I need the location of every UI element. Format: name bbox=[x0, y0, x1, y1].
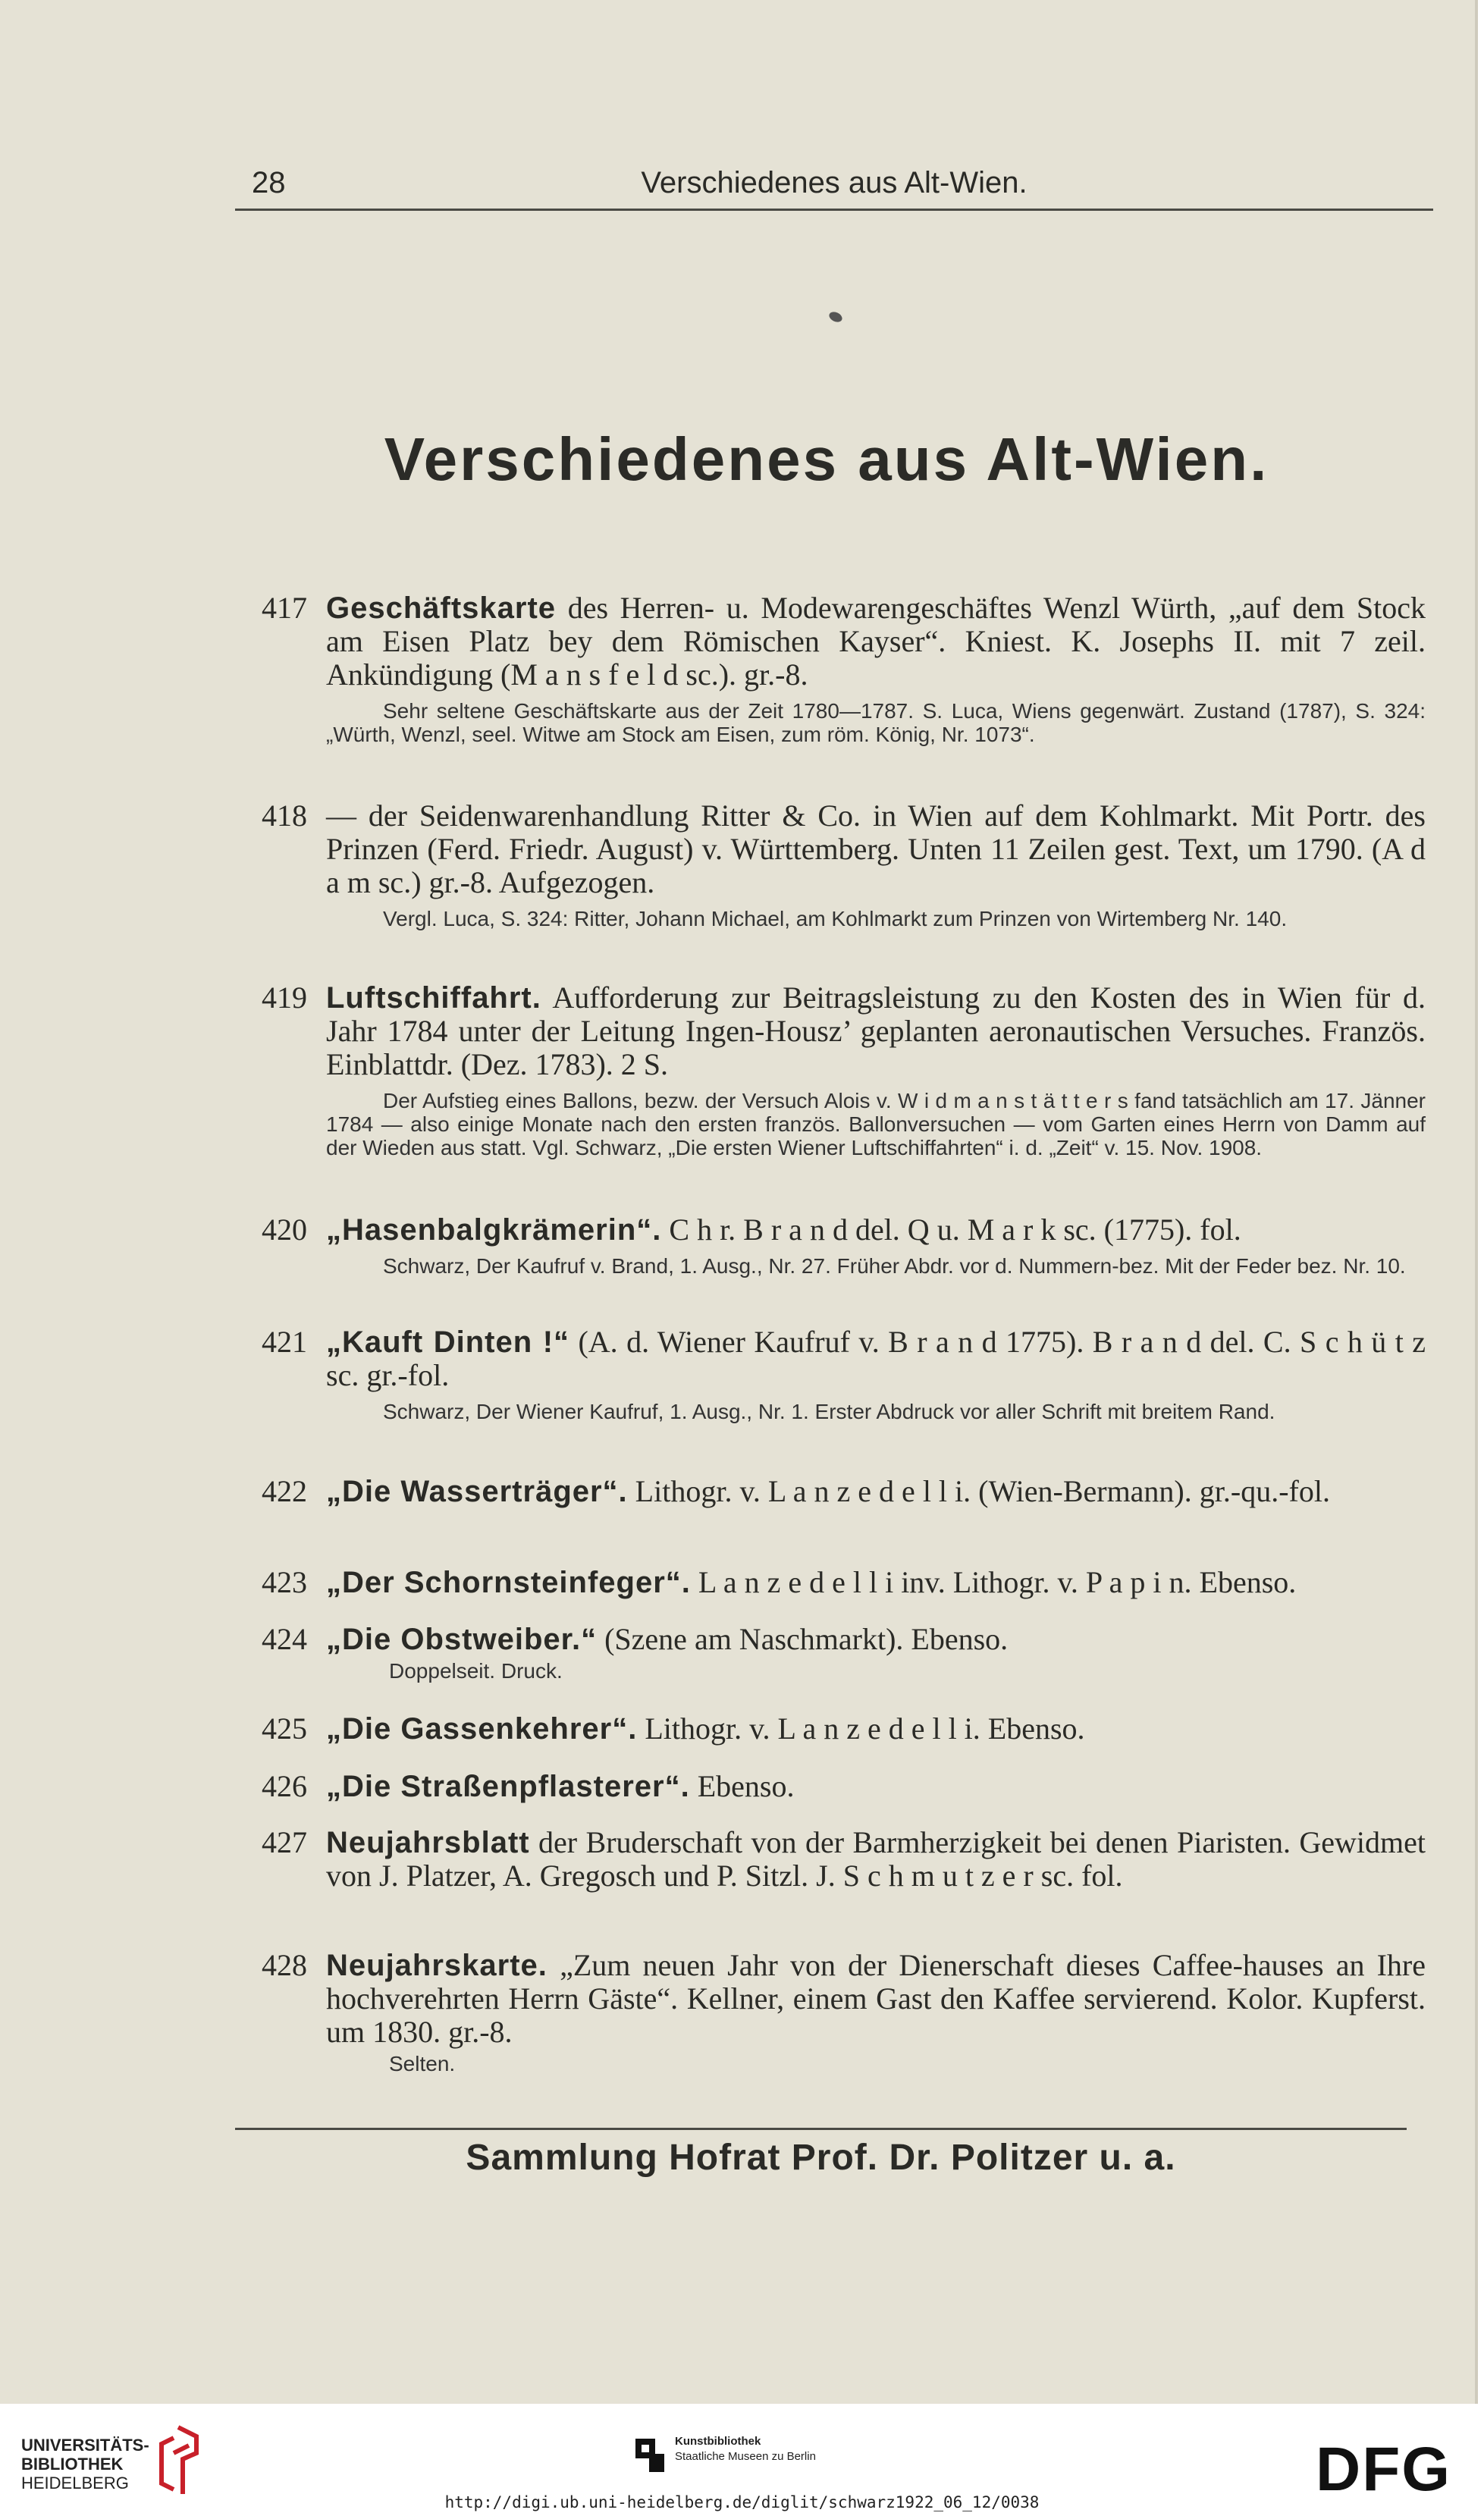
entry-number: 423 bbox=[262, 1565, 307, 1599]
entry-lead: „Die Gassenkehrer“. bbox=[326, 1712, 638, 1746]
ub-heidelberg-logo-text bbox=[21, 2436, 149, 2492]
entry-note: Schwarz, Der Kaufruf v. Brand, 1. Ausg., Nr. 27. Früher Abdr. vor d. Nummern-bez. Mit der Feder bez. Nr. 10. bbox=[383, 1254, 1406, 1278]
catalog-entry bbox=[246, 799, 1426, 930]
entry-description: L a n z e d e l l i inv. Lithogr. v. P a p i n. Ebenso. bbox=[690, 1565, 1297, 1599]
digitization-colophon bbox=[0, 2404, 1484, 2516]
entry-number: 425 bbox=[262, 1711, 307, 1746]
entry-lead: Geschäftskarte bbox=[326, 591, 557, 625]
catalog-entry bbox=[246, 1213, 1426, 1278]
entry-note: Vergl. Luca, S. 324: Ritter, Johann Michael, am Kohlmarkt zum Prinzen von Wirtemberg Nr. 140. bbox=[383, 907, 1288, 930]
entry-number: 419 bbox=[262, 980, 307, 1015]
entry-note: Doppelseit. Druck. bbox=[389, 1659, 563, 1683]
ub-heidelberg-logo-icon bbox=[155, 2423, 201, 2499]
entry-number: 418 bbox=[262, 798, 307, 833]
entry-number: 420 bbox=[262, 1213, 307, 1247]
entry-text bbox=[326, 1213, 1426, 1247]
catalog-entry bbox=[246, 1325, 1426, 1423]
entry-number: 428 bbox=[262, 1948, 307, 1982]
catalog-entry bbox=[246, 1770, 1426, 1803]
entry-text bbox=[326, 1475, 1426, 1508]
entry-note: Sehr seltene Geschäftskarte aus der Zeit 1780—1787. S. Luca, Wiens gegenwärt. Zustand (1787), S. 324: „Würth, Wenzl, seel. Witwe am Stock am Eisen, zum röm. König, Nr. 1073“. bbox=[326, 699, 1426, 746]
dfg-logo: DFG bbox=[1316, 2435, 1452, 2504]
entry-description: Lithogr. v. L a n z e d e l l i. Ebenso. bbox=[637, 1711, 1085, 1746]
catalog-entry bbox=[246, 1566, 1426, 1599]
entry-lead: „Kauft Dinten !“ bbox=[326, 1325, 570, 1359]
entry-lead: Neujahrsblatt bbox=[326, 1826, 530, 1859]
entry-description: der Bruderschaft von der Barmherzigkeit bei denen Piaristen. Gewidmet von J. Platzer, A. Gregosch und P. Sitzl. J. S c h m u t z e r sc. fol. bbox=[326, 1825, 1426, 1893]
entry-text bbox=[326, 1325, 1426, 1392]
entry-text bbox=[326, 591, 1426, 692]
section-title: Verschiedenes aus Alt-Wien. bbox=[384, 425, 1269, 493]
catalog-entry bbox=[246, 981, 1426, 1159]
kb-line-2: Staatliche Museen zu Berlin bbox=[675, 2450, 816, 2463]
entry-description: (A. d. Wiener Kaufruf v. B r a n d 1775). B r a n d del. C. S c h ü t z sc. gr.-fol. bbox=[326, 1325, 1426, 1392]
entry-number: 427 bbox=[262, 1825, 307, 1859]
entry-number: 421 bbox=[262, 1325, 307, 1359]
ornament-mark bbox=[827, 310, 843, 324]
entry-number: 422 bbox=[262, 1474, 307, 1508]
entry-text bbox=[326, 1623, 1426, 1656]
entry-text bbox=[326, 1566, 1426, 1599]
entry-lead: Neujahrskarte. bbox=[326, 1949, 547, 1982]
permalink-url[interactable]: http://digi.ub.uni-heidelberg.de/diglit/schwarz1922_06_12/0038 bbox=[444, 2493, 1040, 2511]
entry-lead: „Der Schornsteinfeger“. bbox=[326, 1566, 691, 1599]
entry-note: Schwarz, Der Wiener Kaufruf, 1. Ausg., Nr. 1. Erster Abdruck vor aller Schrift mit breitem Rand. bbox=[383, 1400, 1275, 1423]
ub-line-3: HEIDELBERG bbox=[21, 2474, 129, 2492]
entry-number: 424 bbox=[262, 1622, 307, 1656]
catalog-entry bbox=[246, 1475, 1426, 1508]
ub-line-2: BIBLIOTHEK bbox=[21, 2455, 124, 2474]
kunstbibliothek-text bbox=[675, 2434, 816, 2464]
catalog-entry bbox=[246, 1826, 1426, 1893]
entry-lead: „Die Obstweiber.“ bbox=[326, 1623, 598, 1656]
entry-number: 426 bbox=[262, 1769, 307, 1803]
entry-lead: „Die Straßenpflasterer“. bbox=[326, 1770, 690, 1803]
entry-text bbox=[326, 799, 1426, 899]
entry-description: Aufforderung zur Beitragsleistung zu den Kosten des in Wien für d. Jahr 1784 unter der Leitung Ingen-Housz’ geplanten aeronautischen Versuches. Französ. Einblattdr. (Dez. 1783). 2 S. bbox=[326, 980, 1426, 1081]
kb-line-1: Kunstbibliothek bbox=[675, 2435, 761, 2448]
entry-text bbox=[326, 1770, 1426, 1803]
running-title: Verschiedenes aus Alt-Wien. bbox=[641, 166, 1028, 199]
kunstbibliothek-logo-icon bbox=[635, 2436, 669, 2474]
entry-description: Lithogr. v. L a n z e d e l l i. (Wien-Bermann). gr.-qu.-fol. bbox=[627, 1474, 1330, 1508]
running-head bbox=[235, 163, 1433, 211]
entry-description: C h r. B r a n d del. Q u. M a r k sc. (1775). fol. bbox=[661, 1213, 1241, 1247]
entry-description: „Zum neuen Jahr von der Dienerschaft dieses Caffee-hauses an Ihre hochverehrten Herrn Gäste“. Kellner, einem Gast den Kaffee servierend. Kolor. Kupferst. um 1830. gr.-8. bbox=[326, 1948, 1426, 2049]
entry-lead: Luftschiffahrt. bbox=[326, 981, 541, 1015]
entry-text bbox=[326, 981, 1426, 1081]
entry-text bbox=[326, 1826, 1426, 1893]
entry-lead: „Hasenbalgkrämerin“. bbox=[326, 1213, 662, 1247]
catalog-entry bbox=[246, 1949, 1426, 2075]
catalog-entry bbox=[246, 591, 1426, 746]
entry-description: (Szene am Naschmarkt). Ebenso. bbox=[597, 1622, 1009, 1656]
entry-description: des Herren- u. Modewarengeschäftes Wenzl Würth, „auf dem Stock am Eisen Platz bey dem Römischen Kayser“. Kniest. K. Josephs II. mit 7 zeil. Ankündigung (M a n s f e l d sc.). gr.-8. bbox=[326, 591, 1426, 692]
page-number: 28 bbox=[252, 166, 286, 199]
entry-lead: „Die Wasserträger“. bbox=[326, 1475, 628, 1508]
entry-note: Der Aufstieg eines Ballons, bezw. der Versuch Alois v. W i d m a n s t ä t t e r s fand tatsächlich am 17. Jänner 1784 — also einige Monate nach den ersten französ. Ballonversuchen — vom Garten eines Herrn von Damm auf der Wieden aus statt. Vgl. Schwarz, „Die ersten Wiener Luftschiffahrten“ i. d. „Zeit“ v. 15. Nov. 1908. bbox=[326, 1089, 1426, 1159]
entry-text bbox=[326, 1949, 1426, 2049]
collection-title: Sammlung Hofrat Prof. Dr. Politzer u. a. bbox=[466, 2138, 1176, 2178]
entry-number: 417 bbox=[262, 591, 307, 625]
entry-text bbox=[326, 1712, 1426, 1746]
catalog-entry bbox=[246, 1623, 1426, 1683]
entry-description: — der Seidenwarenhandlung Ritter & Co. in Wien auf dem Kohlmarkt. Mit Portr. des Prinzen (Ferd. Friedr. August) v. Württemberg. Unten 11 Zeilen gest. Text, um 1790. (A d a m sc.) gr.-8. Aufgezogen. bbox=[326, 798, 1426, 899]
ub-line-1: UNIVERSITÄTS- bbox=[21, 2436, 149, 2455]
entry-description: Ebenso. bbox=[689, 1769, 795, 1803]
footer-rule bbox=[235, 2128, 1407, 2130]
entry-note: Selten. bbox=[389, 2052, 456, 2075]
catalog-entry bbox=[246, 1712, 1426, 1746]
